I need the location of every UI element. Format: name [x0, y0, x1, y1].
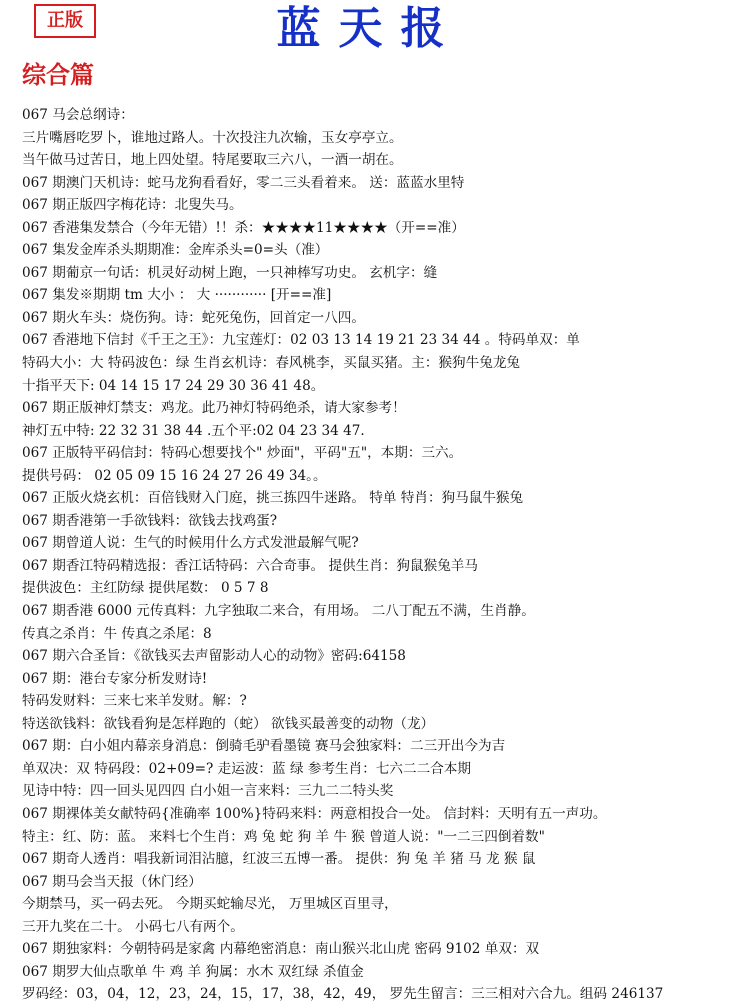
text-line: 单双决：双 特码段：02+09=? 走运波：蓝 绿 参考生肖：七六二二合本期 — [22, 760, 471, 777]
text-line: 067 期马会当天报（休门经） — [22, 873, 202, 890]
text-line: 提供号码： 02 05 09 15 16 24 27 26 49 34。。 — [22, 467, 327, 484]
text-line: 067 期火车头：烧伤狗。诗：蛇死兔伤，回首定一八四。 — [22, 309, 365, 326]
text-line: 特送欲钱料：欲钱看狗是怎样跑的（蛇） 欲钱买最善变的动物（龙） — [22, 715, 435, 732]
text-line: 罗码经：03，04，12，23，24，15，17，38，42，49， 罗先生留言：三三相对六合九。组码 246137 — [22, 986, 664, 1003]
newspaper-title: 蓝天报 — [276, 3, 463, 54]
text-line: 067 期香江特码精选报：香江话特码：六合奇事。 提供生肖：狗鼠猴兔羊马 — [22, 557, 478, 574]
text-line: 067 集发※期期 tm 大小 ： 大 ············ [开==准] — [22, 287, 332, 304]
text-line: 067 期罗大仙点歌单 牛 鸡 羊 狗属：水木 双红绿 杀值金 — [22, 963, 364, 980]
text-line: 067 期正版神灯禁支：鸡龙。此乃神灯特码绝杀，请大家参考！ — [22, 400, 406, 417]
text-line: 提供波色：主红防绿 提供尾数： 0 5 7 8 — [22, 580, 269, 597]
text-line: 067 期香港 6000 元传真料：九字独取二来合，有用场。 二八丁配五不满，生肖静。 — [22, 603, 535, 620]
text-line: 067 期香港第一手欲钱料：欲钱去找鸡蛋? — [22, 512, 278, 529]
section-heading: 综合篇 — [22, 61, 94, 89]
text-line: 传真之杀肖：牛 传真之杀尾：8 — [22, 625, 212, 642]
text-line: 067 期裸体美女献特码{准确率 100%}特码来料：两意相投合一处。 信封料：天明有五一声功。 — [22, 805, 607, 822]
text-line: 特码大小：大 特码波色：绿 生肖玄机诗：春风桃李，买鼠买猪。主：猴狗牛兔龙兔 — [22, 355, 521, 372]
text-line: 067 期正版四字梅花诗：北叟失马。 — [22, 197, 243, 214]
text-line: 三片嘴唇吃罗卜，谁地过路人。十次投注九次输，玉女亭亭立。 — [22, 129, 403, 146]
text-line: 三开九奖在二十。 小码七八有两个。 — [22, 918, 244, 935]
text-line: 067 期曾道人说：生气的时候用什么方式发泄最解气呢? — [22, 535, 359, 552]
text-line: 067 马会总纲诗： — [22, 107, 134, 123]
text-line: 067 期：港台专家分析发财诗! — [22, 670, 208, 687]
text-line: 今期禁马，买一码去死。 今期买蛇输尽光， 万里城区百里寻， — [22, 896, 398, 913]
text-line: 067 期澳门天机诗：蛇马龙狗看看好，零二三头看着来。 送：蓝蓝水里特 — [22, 174, 465, 191]
text-line: 神灯五中特: 22 32 31 38 44 .五个平:02 04 23 34 47. — [22, 422, 365, 439]
text-line: 067 正版特平码信封：特码心想要找个" 炒面"，平码"五"，本期：三六。 — [22, 445, 463, 462]
text-line: 特码发财料：三来七来羊发财。解：? — [22, 693, 247, 710]
text-line: 特主：红、防：蓝。 来料七个生肖：鸡 兔 蛇 狗 羊 牛 猴 曾道人说："一二三四倒着数" — [22, 828, 545, 845]
text-line: 067 香港地下信封《千王之王》：九宝莲灯：02 03 13 14 19 21 23 34 44 。特码单双：单 — [22, 332, 580, 349]
text-line: 067 期葡京一句话：机灵好动树上跑，一只神棒写功史。 玄机字：缝 — [22, 264, 438, 281]
article-body — [22, 104, 722, 1006]
text-line: 067 期六合圣旨：《欲钱买去声留影动人心的动物》密码:64158 — [22, 648, 406, 665]
text-line: 067 期独家料：今朝特码是家禽 内幕绝密消息：南山猴兴北山虎 密码 9102 单双：双 — [22, 941, 540, 958]
genuine-edition-badge: 正版 — [34, 4, 96, 38]
text-line: 067 香港集发禁合（今年无错）!！杀：★★★★11★★★★（开==准） — [22, 219, 465, 236]
text-line: 十指平天下: 04 14 15 17 24 29 30 36 41 48。 — [22, 377, 325, 394]
text-line: 067 期：白小姐内幕亲身消息：倒骑毛驴看墨镜 赛马会独家料：二三开出今为吉 — [22, 738, 506, 755]
text-line: 067 期奇人透肖：唱我新词泪沾臆，红波三五博一番。 提供：狗 兔 羊 猪 马 龙 猴 鼠 — [22, 851, 536, 868]
text-line: 067 正版火烧玄机：百倍钱财入门庭，挑三拣四牛迷路。 特单 特肖：狗马鼠牛猴兔 — [22, 490, 524, 507]
text-line: 当午做马过苦日，地上四处望。特尾要取三六八，一酒一胡在。 — [22, 152, 403, 169]
text-line: 见诗中特：四一回头见四四 白小姐一言来料：三九二二特头奖 — [22, 783, 394, 800]
text-line: 067 集发金库杀头期期准：金库杀头=0=头（准） — [22, 242, 329, 259]
